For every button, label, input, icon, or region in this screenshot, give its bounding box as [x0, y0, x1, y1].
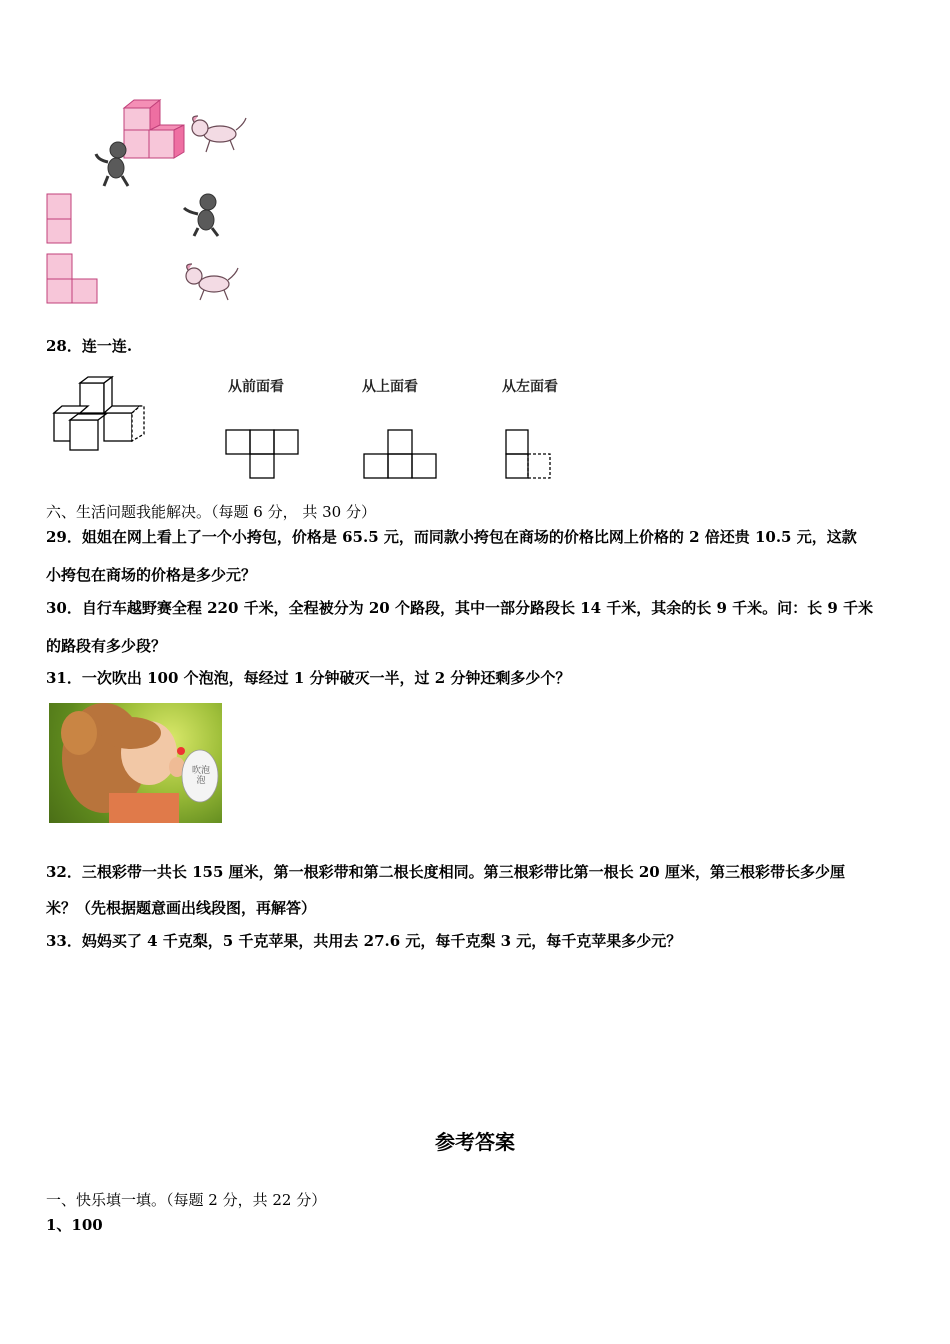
question-32-line1: 32．三根彩带一共长 155 厘米，第一根彩带和第二根长度相同。第三根彩带比第一根长 20 厘米，第三根彩带长多少厘 — [46, 863, 845, 881]
monkey-icon — [184, 194, 218, 236]
question-29-line2: 小挎包在商场的价格是多少元？ — [46, 566, 257, 584]
cube-stack-figure — [0, 370, 950, 490]
left-view-label: 从左面看 — [502, 379, 558, 395]
pink-3d-block — [124, 100, 184, 158]
view-two-vertical — [47, 194, 71, 243]
question-32-line2: 米？（先根据题意画出线段图，再解答） — [46, 899, 317, 917]
bubble-caption: 吹泡泡 — [191, 766, 210, 786]
question-30-line2: 的路段有多少段？ — [46, 637, 167, 655]
left-view-shape — [506, 430, 550, 478]
dog-icon — [186, 264, 238, 300]
front-view-label: 从前面看 — [228, 379, 284, 395]
question-29-line1: 29．姐姐在网上看上了一个小挎包，价格是 65.5 元，而同款小挎包在商场的价格比网上价格的 2 倍还贵 10.5 元，这款 — [46, 528, 857, 546]
answers-section-1: 一、快乐填一填。（每题 2 分，共 22 分） — [46, 1191, 327, 1209]
top-view-label: 从上面看 — [362, 379, 418, 395]
section-6-heading: 六、生活问题我能解决。（每题 6 分， 共 30 分） — [46, 503, 376, 521]
front-view-shape — [226, 430, 298, 478]
dog-icon — [192, 116, 246, 152]
view-l-shape — [47, 254, 97, 303]
answer-item-1: 1、100 — [46, 1216, 103, 1234]
girl-bubbles-photo — [49, 703, 222, 823]
question-28-title: 28．连一连. — [46, 337, 133, 355]
question-31-line1: 31．一次吹出 100 个泡泡，每经过 1 分钟破灭一半，过 2 分钟还剩多少个？ — [46, 669, 571, 687]
question-30-line1: 30．自行车越野赛全程 220 千米，全程被分为 20 个路段，其中一部分路段长 14 千米，其余的长 9 千米。问：长 9 千米 — [46, 599, 874, 617]
pink-cube-figure — [0, 0, 950, 320]
top-view-shape — [364, 430, 436, 478]
question-33-line1: 33．妈妈买了 4 千克梨，5 千克苹果，共用去 27.6 元，每千克梨 3 元，每千克苹果多少元？ — [46, 932, 682, 950]
monkey-icon — [96, 142, 128, 186]
answers-title: 参考答案 — [435, 1130, 515, 1154]
